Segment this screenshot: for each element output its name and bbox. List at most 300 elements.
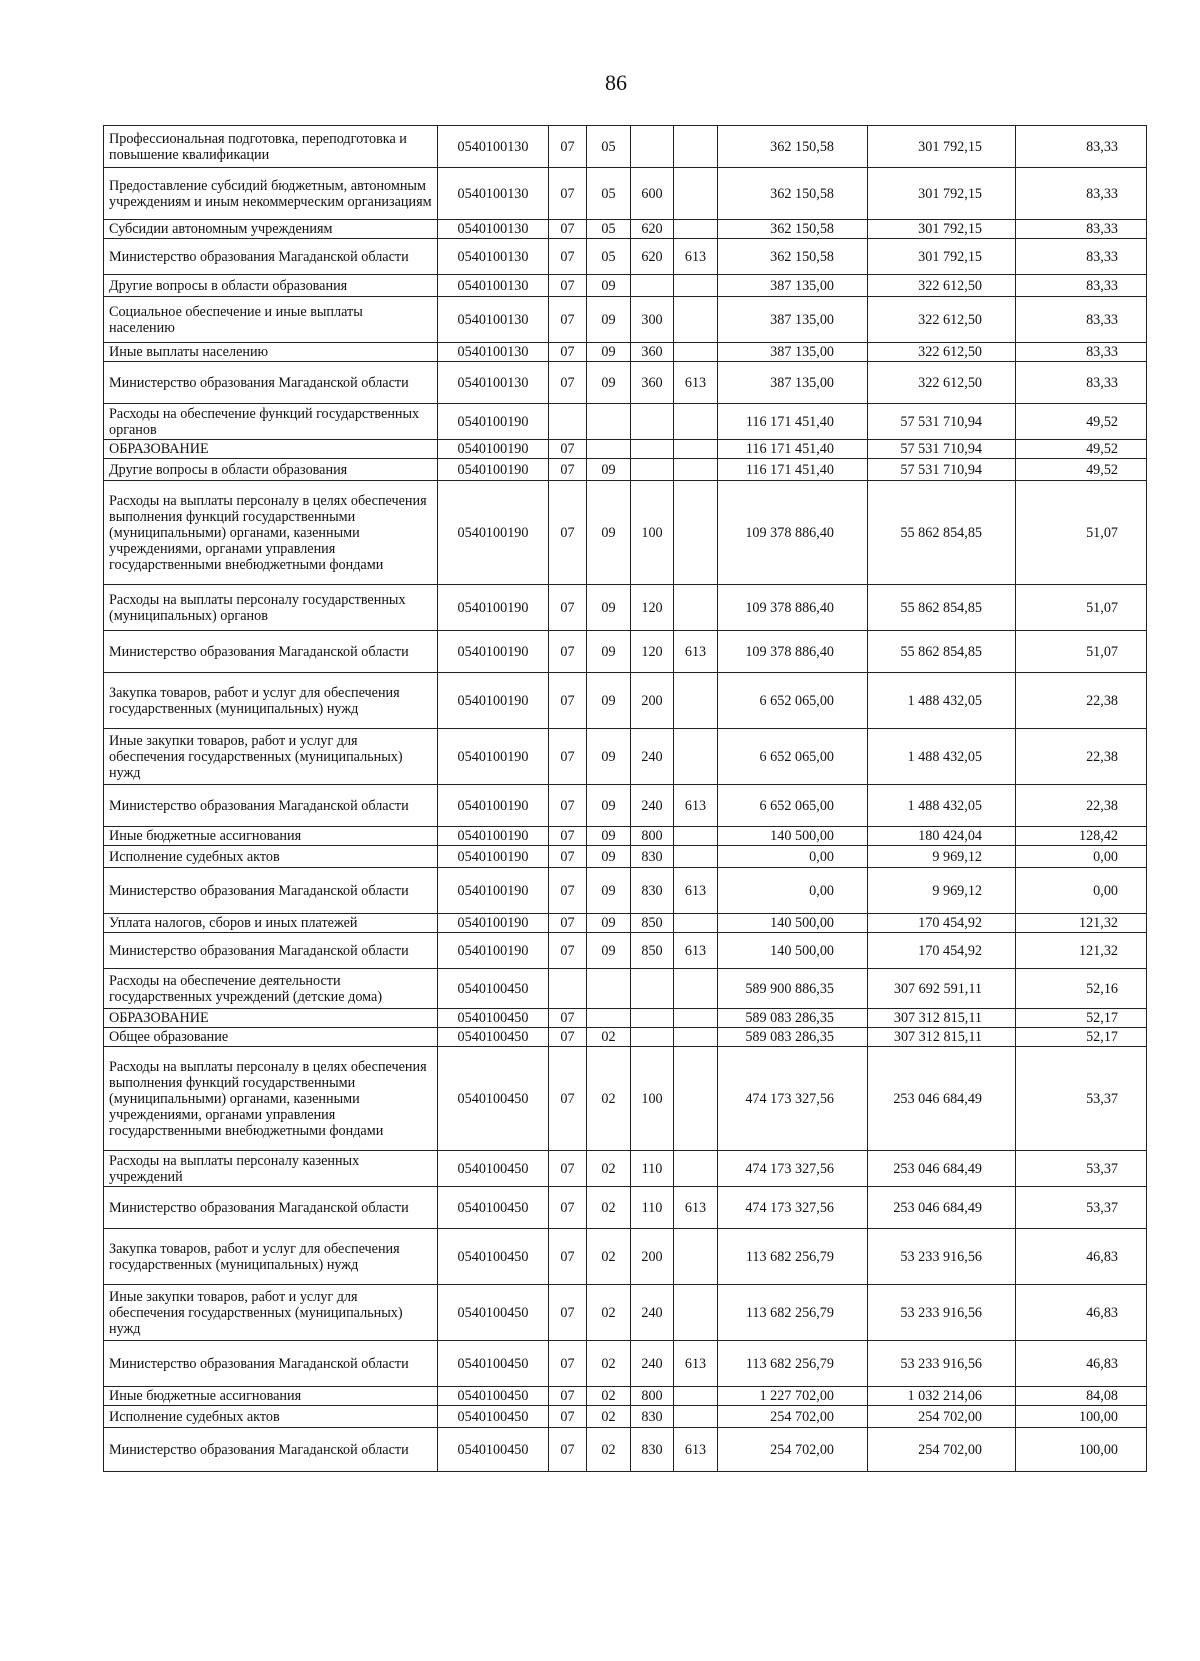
expense-name-cell: Расходы на обеспечение функций государственных органов (104, 404, 438, 440)
table-row (104, 673, 1147, 729)
budget-administrator-cell (674, 459, 718, 481)
target-article-cell: 0540100450 (438, 1009, 549, 1028)
actual-amount-cell: 53 233 916,56 (868, 1229, 1016, 1285)
expense-name-cell: Социальное обеспечение и иные выплаты населению (104, 297, 438, 343)
target-article-cell: 0540100450 (438, 969, 549, 1009)
subsection-cell: 05 (587, 126, 631, 168)
planned-amount-cell: 116 171 451,40 (718, 404, 868, 440)
table-row (104, 1387, 1147, 1406)
target-article-cell: 0540100190 (438, 631, 549, 673)
actual-amount-cell: 307 312 815,11 (868, 1009, 1016, 1028)
target-article-cell: 0540100450 (438, 1047, 549, 1151)
section-cell: 07 (549, 459, 587, 481)
table-row (104, 275, 1147, 297)
subsection-cell: 02 (587, 1387, 631, 1406)
actual-amount-cell: 1 488 432,05 (868, 729, 1016, 785)
table-row (104, 868, 1147, 914)
actual-amount-cell: 55 862 854,85 (868, 481, 1016, 585)
budget-administrator-cell: 613 (674, 785, 718, 827)
execution-percent-cell: 52,17 (1016, 1028, 1147, 1047)
actual-amount-cell: 322 612,50 (868, 362, 1016, 404)
target-article-cell: 0540100450 (438, 1387, 549, 1406)
execution-percent-cell: 49,52 (1016, 459, 1147, 481)
section-cell: 07 (549, 631, 587, 673)
table-row (104, 168, 1147, 220)
execution-percent-cell: 83,33 (1016, 297, 1147, 343)
subsection-cell: 02 (587, 1151, 631, 1187)
budget-administrator-cell (674, 1406, 718, 1428)
planned-amount-cell: 362 150,58 (718, 220, 868, 239)
expense-type-cell: 850 (631, 933, 674, 969)
table-row (104, 1028, 1147, 1047)
table-row (104, 126, 1147, 168)
expense-name-cell: Общее образование (104, 1028, 438, 1047)
expense-name-cell: Предоставление субсидий бюджетным, автономным учреждениям и иным некоммерческим организациям (104, 168, 438, 220)
expense-name-cell: Министерство образования Магаданской области (104, 1341, 438, 1387)
budget-administrator-cell (674, 275, 718, 297)
execution-percent-cell: 52,16 (1016, 969, 1147, 1009)
execution-percent-cell: 49,52 (1016, 404, 1147, 440)
target-article-cell: 0540100130 (438, 239, 549, 275)
budget-administrator-cell (674, 827, 718, 846)
actual-amount-cell: 301 792,15 (868, 220, 1016, 239)
subsection-cell: 09 (587, 631, 631, 673)
actual-amount-cell: 9 969,12 (868, 868, 1016, 914)
planned-amount-cell: 474 173 327,56 (718, 1151, 868, 1187)
expense-type-cell: 110 (631, 1151, 674, 1187)
actual-amount-cell: 254 702,00 (868, 1406, 1016, 1428)
section-cell: 07 (549, 1047, 587, 1151)
target-article-cell: 0540100450 (438, 1428, 549, 1472)
expense-type-cell: 360 (631, 343, 674, 362)
expense-type-cell: 240 (631, 785, 674, 827)
expense-type-cell: 240 (631, 1341, 674, 1387)
expense-name-cell: Профессиональная подготовка, переподготовка и повышение квалификации (104, 126, 438, 168)
budget-administrator-cell (674, 673, 718, 729)
actual-amount-cell: 322 612,50 (868, 275, 1016, 297)
execution-percent-cell: 83,33 (1016, 362, 1147, 404)
expense-type-cell (631, 459, 674, 481)
table-row (104, 1151, 1147, 1187)
expense-type-cell: 620 (631, 239, 674, 275)
budget-administrator-cell (674, 404, 718, 440)
table-row (104, 933, 1147, 969)
table-body (104, 126, 1147, 1472)
planned-amount-cell: 0,00 (718, 868, 868, 914)
section-cell: 07 (549, 1151, 587, 1187)
target-article-cell: 0540100130 (438, 168, 549, 220)
budget-administrator-cell: 613 (674, 362, 718, 404)
target-article-cell: 0540100190 (438, 729, 549, 785)
section-cell (549, 969, 587, 1009)
planned-amount-cell: 0,00 (718, 846, 868, 868)
expense-type-cell: 830 (631, 846, 674, 868)
table-row (104, 362, 1147, 404)
table-row (104, 1341, 1147, 1387)
execution-percent-cell: 121,32 (1016, 933, 1147, 969)
actual-amount-cell: 55 862 854,85 (868, 631, 1016, 673)
budget-administrator-cell (674, 126, 718, 168)
planned-amount-cell: 140 500,00 (718, 914, 868, 933)
execution-percent-cell: 0,00 (1016, 846, 1147, 868)
table-row (104, 343, 1147, 362)
expense-type-cell (631, 1028, 674, 1047)
table-row (104, 585, 1147, 631)
expense-name-cell: Министерство образования Магаданской области (104, 239, 438, 275)
target-article-cell: 0540100450 (438, 1229, 549, 1285)
planned-amount-cell: 140 500,00 (718, 827, 868, 846)
expense-type-cell (631, 1009, 674, 1028)
budget-administrator-cell (674, 440, 718, 459)
budget-administrator-cell (674, 1028, 718, 1047)
subsection-cell: 09 (587, 673, 631, 729)
section-cell: 07 (549, 585, 587, 631)
section-cell: 07 (549, 673, 587, 729)
expense-type-cell (631, 275, 674, 297)
expense-type-cell: 110 (631, 1187, 674, 1229)
target-article-cell: 0540100190 (438, 785, 549, 827)
planned-amount-cell: 362 150,58 (718, 239, 868, 275)
target-article-cell: 0540100190 (438, 868, 549, 914)
table-row (104, 914, 1147, 933)
section-cell: 07 (549, 275, 587, 297)
table-row (104, 1187, 1147, 1229)
table-row (104, 239, 1147, 275)
table-row (104, 846, 1147, 868)
table-row (104, 1285, 1147, 1341)
expense-name-cell: Исполнение судебных актов (104, 846, 438, 868)
target-article-cell: 0540100130 (438, 275, 549, 297)
budget-administrator-cell: 613 (674, 933, 718, 969)
target-article-cell: 0540100190 (438, 440, 549, 459)
expense-name-cell: Министерство образования Магаданской области (104, 1187, 438, 1229)
planned-amount-cell: 6 652 065,00 (718, 673, 868, 729)
actual-amount-cell: 170 454,92 (868, 933, 1016, 969)
target-article-cell: 0540100130 (438, 126, 549, 168)
section-cell: 07 (549, 933, 587, 969)
actual-amount-cell: 307 692 591,11 (868, 969, 1016, 1009)
planned-amount-cell: 109 378 886,40 (718, 481, 868, 585)
planned-amount-cell: 589 083 286,35 (718, 1028, 868, 1047)
budget-administrator-cell (674, 729, 718, 785)
planned-amount-cell: 113 682 256,79 (718, 1341, 868, 1387)
actual-amount-cell: 57 531 710,94 (868, 404, 1016, 440)
table-row (104, 969, 1147, 1009)
section-cell: 07 (549, 1187, 587, 1229)
section-cell: 07 (549, 297, 587, 343)
subsection-cell: 02 (587, 1341, 631, 1387)
execution-percent-cell: 100,00 (1016, 1406, 1147, 1428)
table-row (104, 1047, 1147, 1151)
budget-administrator-cell (674, 1151, 718, 1187)
target-article-cell: 0540100190 (438, 933, 549, 969)
subsection-cell: 09 (587, 729, 631, 785)
table-row (104, 404, 1147, 440)
actual-amount-cell: 254 702,00 (868, 1428, 1016, 1472)
budget-administrator-cell (674, 168, 718, 220)
target-article-cell: 0540100190 (438, 459, 549, 481)
execution-percent-cell: 52,17 (1016, 1009, 1147, 1028)
section-cell: 07 (549, 239, 587, 275)
planned-amount-cell: 387 135,00 (718, 362, 868, 404)
subsection-cell: 09 (587, 481, 631, 585)
actual-amount-cell: 57 531 710,94 (868, 459, 1016, 481)
expense-type-cell: 830 (631, 868, 674, 914)
execution-percent-cell: 51,07 (1016, 631, 1147, 673)
execution-percent-cell: 46,83 (1016, 1341, 1147, 1387)
expense-name-cell: Министерство образования Магаданской области (104, 868, 438, 914)
section-cell (549, 404, 587, 440)
budget-table (103, 125, 1147, 1472)
budget-administrator-cell (674, 585, 718, 631)
table-row (104, 1229, 1147, 1285)
subsection-cell: 09 (587, 827, 631, 846)
budget-administrator-cell (674, 1047, 718, 1151)
page-number: 86 (605, 70, 627, 95)
execution-percent-cell: 22,38 (1016, 785, 1147, 827)
subsection-cell: 02 (587, 1047, 631, 1151)
section-cell: 07 (549, 1229, 587, 1285)
execution-percent-cell: 83,33 (1016, 126, 1147, 168)
subsection-cell: 09 (587, 459, 631, 481)
planned-amount-cell: 116 171 451,40 (718, 459, 868, 481)
section-cell: 07 (549, 362, 587, 404)
subsection-cell (587, 440, 631, 459)
expense-name-cell: Другие вопросы в области образования (104, 275, 438, 297)
budget-administrator-cell (674, 343, 718, 362)
planned-amount-cell: 116 171 451,40 (718, 440, 868, 459)
section-cell: 07 (549, 168, 587, 220)
execution-percent-cell: 83,33 (1016, 239, 1147, 275)
budget-administrator-cell (674, 220, 718, 239)
actual-amount-cell: 1 488 432,05 (868, 785, 1016, 827)
planned-amount-cell: 474 173 327,56 (718, 1187, 868, 1229)
subsection-cell (587, 969, 631, 1009)
expense-type-cell: 100 (631, 1047, 674, 1151)
section-cell: 07 (549, 440, 587, 459)
actual-amount-cell: 55 862 854,85 (868, 585, 1016, 631)
expense-type-cell: 200 (631, 673, 674, 729)
expense-type-cell (631, 440, 674, 459)
actual-amount-cell: 301 792,15 (868, 239, 1016, 275)
actual-amount-cell: 307 312 815,11 (868, 1028, 1016, 1047)
planned-amount-cell: 109 378 886,40 (718, 631, 868, 673)
expense-type-cell: 360 (631, 362, 674, 404)
target-article-cell: 0540100190 (438, 585, 549, 631)
budget-administrator-cell (674, 846, 718, 868)
subsection-cell: 09 (587, 297, 631, 343)
planned-amount-cell: 589 083 286,35 (718, 1009, 868, 1028)
section-cell: 07 (549, 846, 587, 868)
section-cell: 07 (549, 1387, 587, 1406)
table-row (104, 440, 1147, 459)
planned-amount-cell: 113 682 256,79 (718, 1229, 868, 1285)
expense-name-cell: Иные бюджетные ассигнования (104, 827, 438, 846)
budget-administrator-cell: 613 (674, 1341, 718, 1387)
section-cell: 07 (549, 126, 587, 168)
execution-percent-cell: 51,07 (1016, 481, 1147, 585)
expense-name-cell: Министерство образования Магаданской области (104, 785, 438, 827)
expense-name-cell: Исполнение судебных актов (104, 1406, 438, 1428)
subsection-cell: 09 (587, 585, 631, 631)
actual-amount-cell: 253 046 684,49 (868, 1047, 1016, 1151)
expense-type-cell: 850 (631, 914, 674, 933)
planned-amount-cell: 387 135,00 (718, 297, 868, 343)
execution-percent-cell: 100,00 (1016, 1428, 1147, 1472)
actual-amount-cell: 301 792,15 (868, 126, 1016, 168)
subsection-cell: 09 (587, 933, 631, 969)
table-row (104, 1428, 1147, 1472)
planned-amount-cell: 254 702,00 (718, 1428, 868, 1472)
subsection-cell: 02 (587, 1229, 631, 1285)
execution-percent-cell: 51,07 (1016, 585, 1147, 631)
table-row (104, 459, 1147, 481)
expense-name-cell: Другие вопросы в области образования (104, 459, 438, 481)
section-cell: 07 (549, 914, 587, 933)
budget-administrator-cell: 613 (674, 1428, 718, 1472)
execution-percent-cell: 84,08 (1016, 1387, 1147, 1406)
section-cell: 07 (549, 1406, 587, 1428)
target-article-cell: 0540100190 (438, 481, 549, 585)
subsection-cell: 09 (587, 275, 631, 297)
actual-amount-cell: 180 424,04 (868, 827, 1016, 846)
subsection-cell: 09 (587, 868, 631, 914)
planned-amount-cell: 6 652 065,00 (718, 729, 868, 785)
budget-administrator-cell (674, 1387, 718, 1406)
table-row (104, 785, 1147, 827)
target-article-cell: 0540100130 (438, 362, 549, 404)
table-row (104, 297, 1147, 343)
execution-percent-cell: 53,37 (1016, 1047, 1147, 1151)
actual-amount-cell: 57 531 710,94 (868, 440, 1016, 459)
expense-type-cell: 620 (631, 220, 674, 239)
actual-amount-cell: 170 454,92 (868, 914, 1016, 933)
expense-type-cell: 800 (631, 827, 674, 846)
budget-administrator-cell: 613 (674, 239, 718, 275)
expense-name-cell: Иные закупки товаров, работ и услуг для обеспечения государственных (муниципальных) нужд (104, 729, 438, 785)
target-article-cell: 0540100450 (438, 1028, 549, 1047)
section-cell: 07 (549, 1341, 587, 1387)
section-cell: 07 (549, 729, 587, 785)
expense-name-cell: Закупка товаров, работ и услуг для обеспечения государственных (муниципальных) нужд (104, 673, 438, 729)
subsection-cell: 02 (587, 1406, 631, 1428)
execution-percent-cell: 121,32 (1016, 914, 1147, 933)
target-article-cell: 0540100450 (438, 1151, 549, 1187)
execution-percent-cell: 46,83 (1016, 1285, 1147, 1341)
planned-amount-cell: 113 682 256,79 (718, 1285, 868, 1341)
expense-type-cell (631, 126, 674, 168)
budget-administrator-cell (674, 1009, 718, 1028)
actual-amount-cell: 53 233 916,56 (868, 1285, 1016, 1341)
planned-amount-cell: 140 500,00 (718, 933, 868, 969)
execution-percent-cell: 0,00 (1016, 868, 1147, 914)
expense-type-cell: 300 (631, 297, 674, 343)
planned-amount-cell: 589 900 886,35 (718, 969, 868, 1009)
section-cell: 07 (549, 1285, 587, 1341)
budget-administrator-cell (674, 1229, 718, 1285)
budget-administrator-cell: 613 (674, 1187, 718, 1229)
expense-name-cell: Иные закупки товаров, работ и услуг для обеспечения государственных (муниципальных) нужд (104, 1285, 438, 1341)
section-cell: 07 (549, 1009, 587, 1028)
execution-percent-cell: 46,83 (1016, 1229, 1147, 1285)
target-article-cell: 0540100450 (438, 1406, 549, 1428)
target-article-cell: 0540100130 (438, 297, 549, 343)
planned-amount-cell: 387 135,00 (718, 275, 868, 297)
expense-name-cell: ОБРАЗОВАНИЕ (104, 440, 438, 459)
subsection-cell (587, 404, 631, 440)
execution-percent-cell: 22,38 (1016, 729, 1147, 785)
expense-type-cell (631, 404, 674, 440)
expense-type-cell: 200 (631, 1229, 674, 1285)
table-row (104, 1406, 1147, 1428)
subsection-cell: 09 (587, 846, 631, 868)
planned-amount-cell: 6 652 065,00 (718, 785, 868, 827)
expense-type-cell: 600 (631, 168, 674, 220)
expense-name-cell: ОБРАЗОВАНИЕ (104, 1009, 438, 1028)
actual-amount-cell: 1 488 432,05 (868, 673, 1016, 729)
planned-amount-cell: 1 227 702,00 (718, 1387, 868, 1406)
target-article-cell: 0540100130 (438, 343, 549, 362)
section-cell: 07 (549, 785, 587, 827)
execution-percent-cell: 53,37 (1016, 1187, 1147, 1229)
expense-name-cell: Расходы на обеспечение деятельности государственных учреждений (детские дома) (104, 969, 438, 1009)
budget-administrator-cell (674, 297, 718, 343)
target-article-cell: 0540100190 (438, 914, 549, 933)
expense-name-cell: Расходы на выплаты персоналу в целях обеспечения выполнения функций государственными (муниципальными) органами, казенными учреждениями, органами управления государственными внебюджетными фондами (104, 1047, 438, 1151)
actual-amount-cell: 53 233 916,56 (868, 1341, 1016, 1387)
planned-amount-cell: 362 150,58 (718, 126, 868, 168)
subsection-cell: 09 (587, 785, 631, 827)
table-row (104, 1009, 1147, 1028)
table-row (104, 827, 1147, 846)
execution-percent-cell: 83,33 (1016, 220, 1147, 239)
expense-type-cell: 120 (631, 631, 674, 673)
subsection-cell: 09 (587, 914, 631, 933)
table-row (104, 481, 1147, 585)
target-article-cell: 0540100450 (438, 1187, 549, 1229)
section-cell: 07 (549, 1028, 587, 1047)
target-article-cell: 0540100190 (438, 404, 549, 440)
subsection-cell: 05 (587, 220, 631, 239)
expense-type-cell: 240 (631, 729, 674, 785)
expense-name-cell: Расходы на выплаты персоналу государственных (муниципальных) органов (104, 585, 438, 631)
table-row (104, 220, 1147, 239)
actual-amount-cell: 322 612,50 (868, 297, 1016, 343)
section-cell: 07 (549, 827, 587, 846)
budget-administrator-cell (674, 1285, 718, 1341)
expense-type-cell: 100 (631, 481, 674, 585)
expense-name-cell: Закупка товаров, работ и услуг для обеспечения государственных (муниципальных) нужд (104, 1229, 438, 1285)
target-article-cell: 0540100190 (438, 846, 549, 868)
execution-percent-cell: 83,33 (1016, 343, 1147, 362)
actual-amount-cell: 9 969,12 (868, 846, 1016, 868)
subsection-cell: 09 (587, 362, 631, 404)
actual-amount-cell: 1 032 214,06 (868, 1387, 1016, 1406)
expense-name-cell: Иные выплаты населению (104, 343, 438, 362)
actual-amount-cell: 253 046 684,49 (868, 1151, 1016, 1187)
execution-percent-cell: 49,52 (1016, 440, 1147, 459)
actual-amount-cell: 322 612,50 (868, 343, 1016, 362)
expense-type-cell (631, 969, 674, 1009)
planned-amount-cell: 254 702,00 (718, 1406, 868, 1428)
actual-amount-cell: 253 046 684,49 (868, 1187, 1016, 1229)
subsection-cell: 05 (587, 168, 631, 220)
section-cell: 07 (549, 868, 587, 914)
subsection-cell: 02 (587, 1428, 631, 1472)
execution-percent-cell: 83,33 (1016, 275, 1147, 297)
target-article-cell: 0540100190 (438, 827, 549, 846)
section-cell: 07 (549, 220, 587, 239)
